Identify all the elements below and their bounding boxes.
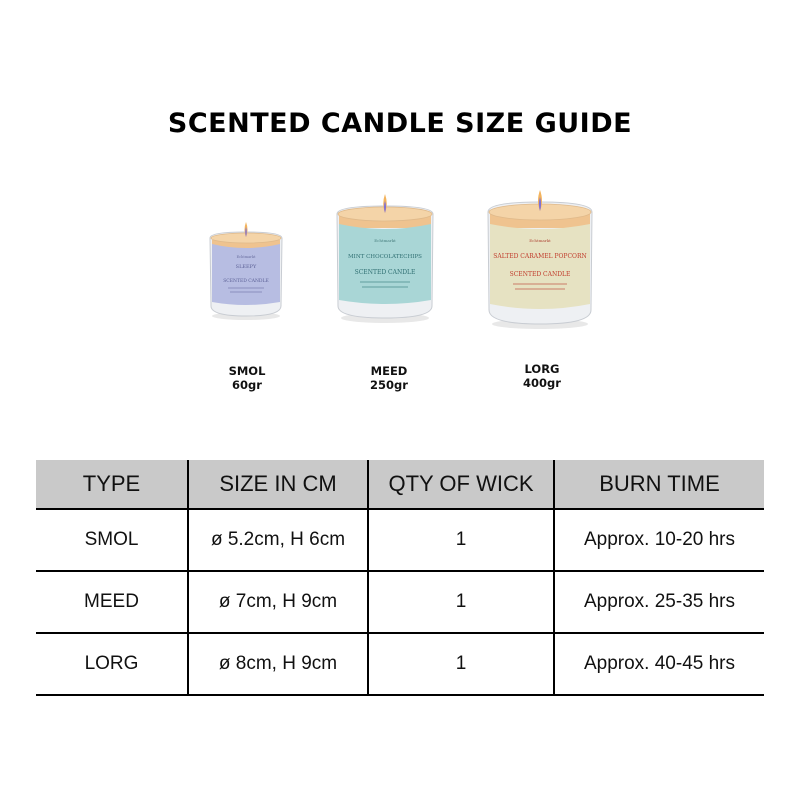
cell-wick: 1 <box>368 633 554 695</box>
small-candle-label-subtitle: SCENTED CANDLE <box>223 279 269 284</box>
product-name: LORG <box>524 362 560 376</box>
product-name: SMOL <box>228 364 266 378</box>
table-row <box>36 633 764 695</box>
column-header-wick: QTY OF WICK <box>368 460 554 509</box>
table-row <box>36 509 764 571</box>
large-candle-label-title: SALTED CARAMEL POPCORN <box>493 253 587 260</box>
column-header-size: SIZE IN CM <box>188 460 368 509</box>
product-caption-smol <box>207 364 287 392</box>
medium-candle-label <box>339 224 431 304</box>
small-candle-label-brand: Echtmarkt <box>236 255 256 259</box>
small-candle-image <box>206 218 286 322</box>
cell-size: ø 8cm, H 9cm <box>188 633 368 695</box>
column-header-type: TYPE <box>36 460 188 509</box>
cell-wick: 1 <box>368 509 554 571</box>
table-row <box>36 571 764 633</box>
medium-candle-label-subtitle: SCENTED CANDLE <box>354 269 416 276</box>
medium-candle-label-brand: Echtmarkt <box>374 238 396 243</box>
cell-size: ø 7cm, H 9cm <box>188 571 368 633</box>
medium-candle-image <box>334 194 436 324</box>
cell-burn-time: Approx. 10-20 hrs <box>554 509 764 571</box>
small-candle-label <box>212 244 280 305</box>
cell-size: ø 5.2cm, H 6cm <box>188 509 368 571</box>
page-title: SCENTED CANDLE SIZE GUIDE <box>167 108 633 139</box>
small-candle-label-title: SLEEPY <box>235 264 257 270</box>
large-candle-label-subtitle: SCENTED CANDLE <box>509 271 571 278</box>
column-header-burn-time: BURN TIME <box>554 460 764 509</box>
product-weight: 250gr <box>370 378 408 392</box>
cell-burn-time: Approx. 25-35 hrs <box>554 571 764 633</box>
product-caption-meed <box>349 364 429 392</box>
large-candle-label-brand: Echtmarkt <box>529 238 551 243</box>
product-weight: 400gr <box>523 376 561 390</box>
size-guide-table <box>36 460 764 696</box>
product-caption-lorg <box>502 362 582 390</box>
cell-type: MEED <box>36 571 188 633</box>
large-candle-label <box>490 224 590 309</box>
cell-burn-time: Approx. 40-45 hrs <box>554 633 764 695</box>
medium-candle-label-title: MINT CHOCOLATECHIPS <box>348 254 422 260</box>
product-weight: 60gr <box>232 378 262 392</box>
cell-type: LORG <box>36 633 188 695</box>
table-header-row <box>36 460 764 509</box>
large-candle-image <box>485 190 595 330</box>
product-name: MEED <box>370 364 408 378</box>
cell-type: SMOL <box>36 509 188 571</box>
cell-wick: 1 <box>368 571 554 633</box>
